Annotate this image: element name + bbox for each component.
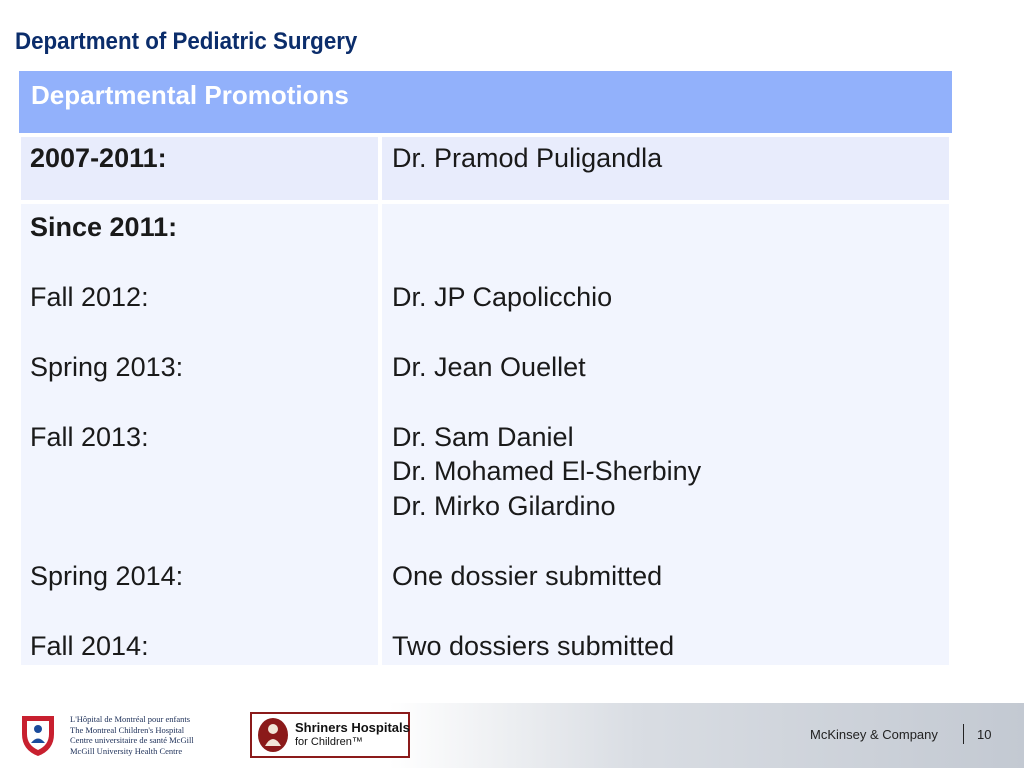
logo-line: L'Hôpital de Montréal pour enfants: [70, 714, 191, 724]
table-title: Departmental Promotions: [31, 80, 349, 110]
term-label: Spring 2014:: [30, 561, 184, 591]
shriners-subtitle: for Children™: [295, 736, 363, 748]
term-label: Fall 2014:: [30, 631, 149, 661]
dossier-status: One dossier submitted: [392, 561, 663, 591]
term-label: Spring 2013:: [30, 352, 184, 382]
table-header: [19, 71, 952, 133]
table-cell-name: [382, 137, 949, 200]
montreal-childrens-hospital-logo: [18, 712, 223, 760]
dossier-status: Two dossiers submitted: [392, 631, 675, 661]
footer-company: McKinsey & Company: [810, 727, 938, 742]
period-label: 2007-2011:: [30, 143, 167, 173]
table-cell-names: [382, 204, 949, 665]
shriners-title: Shriners Hospitals: [295, 720, 410, 735]
promoted-name: Dr. JP Capolicchio: [392, 282, 613, 312]
shriners-emblem-icon: [256, 716, 290, 754]
term-label: Fall 2012:: [30, 282, 149, 312]
page-number: 10: [977, 727, 992, 742]
promoted-name: Dr. Pramod Puligandla: [392, 143, 663, 173]
since-heading: Since 2011:: [30, 212, 178, 242]
hospital-crest-icon: [18, 712, 58, 758]
promoted-name: Dr. Jean Ouellet: [392, 352, 586, 382]
promoted-name: Dr. Sam Daniel: [392, 422, 574, 452]
promoted-name: Dr. Mirko Gilardino: [392, 491, 616, 521]
logo-line: McGill University Health Centre: [70, 745, 183, 756]
table-cell-terms: [21, 204, 378, 665]
promoted-name: Dr. Mohamed El-Sherbiny: [392, 456, 702, 486]
logo-line: Centre universitaire de santé McGill: [70, 735, 194, 745]
term-label: Fall 2013:: [30, 422, 149, 452]
logo-line: The Montreal Children's Hospital: [70, 724, 185, 735]
footer-divider: [963, 724, 964, 744]
shriners-hospitals-logo: [250, 712, 410, 758]
page-title: Department of Pediatric Surgery: [15, 28, 358, 55]
table-cell-period: [21, 137, 378, 200]
